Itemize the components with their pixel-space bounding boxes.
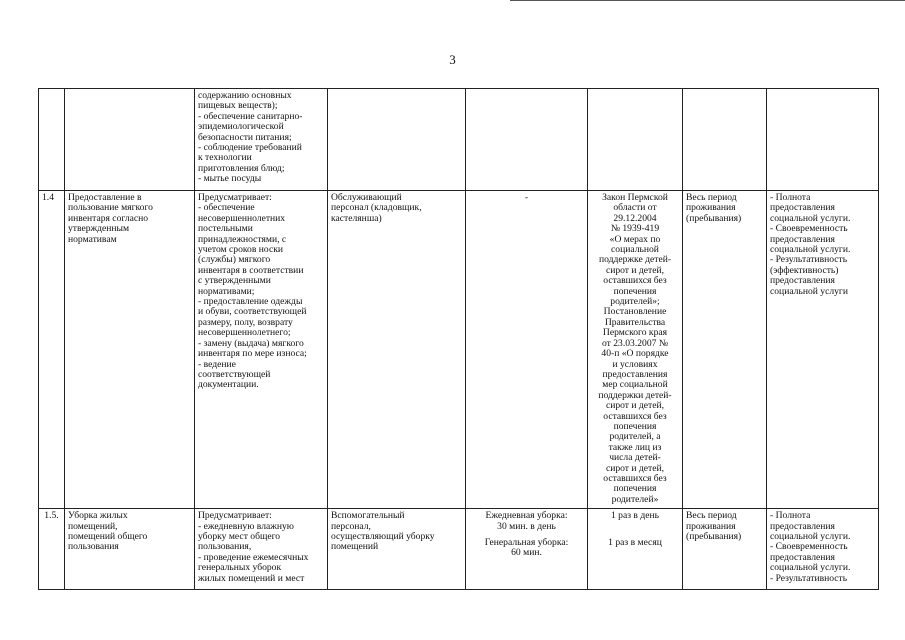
cell-service-name (65, 89, 195, 191)
frequency-daily: 1 раз в день (610, 510, 659, 522)
cell-number (39, 89, 65, 191)
cell-service-content: содержанию основных пищевых веществ); - обеспечение санитарно- эпидемиологической безопасности питания; - соблюдение требований к технологии приготовления блюд; - мытье посуды (195, 89, 328, 191)
cell-service-name: Предоставление в пользование мягкого инвентаря согласно утвержденным нормативам (65, 191, 195, 509)
cell-service-name: Уборка жилых помещений, помещений общего пользования (65, 509, 195, 590)
top-rule (510, 0, 905, 1)
services-table (38, 88, 879, 590)
cell-frequency (588, 89, 683, 191)
cell-number: 1.4 (39, 191, 65, 509)
frequency-monthly: 1 раз в месяц (608, 536, 662, 548)
cell-indicators (767, 89, 879, 191)
cell-indicators: - Полнота предоставления социальной услуги. - Своевременность предоставления социальной услуги. - Результативность (767, 509, 879, 590)
time-daily: Ежедневная уборка: 30 мин. в день (485, 510, 568, 532)
cell-service-content: Предусматривает: - ежедневную влажную уборку мест общего пользования, - проведение ежемесячных генеральных уборок жилых помещений и мест (195, 509, 328, 590)
cell-time (466, 89, 588, 191)
cell-service-content: Предусматривает: - обеспечение несовершеннолетних постельными принадлежностями, с учетом сроков носки (службы) мягкого инвентаря в соответствии с утвержденными нормативами; - предоставление одежды и обуви, соответствующей размеру, полу, возврату несовершеннолетнего; - замену (выдача) мягкого инвентаря по мере износа; - ведение соответствующей документации. (195, 191, 328, 509)
table-row (39, 191, 879, 509)
time-general: Генеральная уборка: 60 мин. (484, 537, 569, 559)
cell-indicators: - Полнота предоставления социальной услуги. - Своевременность предоставления социальной услуги. - Результативность (эффективность) предоставления социальной услуги (767, 191, 879, 509)
table-row (39, 509, 879, 590)
cell-staff: Обслуживающий персонал (кладовщик, кастелянша) (328, 191, 466, 509)
cell-period: Весь период проживания (пребывания) (683, 191, 767, 509)
cell-period: Весь период проживания (пребывания) (683, 509, 767, 590)
cell-time: - (466, 191, 588, 509)
cell-frequency (588, 509, 683, 590)
cell-number: 1.5. (39, 509, 65, 590)
cell-period (683, 89, 767, 191)
cell-staff: Вспомогательный персонал, осуществляющий уборку помещений (328, 509, 466, 590)
cell-frequency: Закон Пермской области от 29.12.2004 № 1939-419 «О мерах по социальной поддержке детей- сирот и детей, оставшихся без попечения родителей»; Постановление Правительства Пермского края от 23.03.2007 № 40-п «О порядке и условиях предоставления мер социальной поддержки детей- сирот и детей, оставшихся без попечения родителей, а также лиц из числа детей- сирот и детей, оставшихся без попечения родителей» (588, 191, 683, 509)
cell-staff (328, 89, 466, 191)
cell-time (466, 509, 588, 590)
table-row (39, 89, 879, 191)
page-number: 3 (449, 52, 456, 67)
